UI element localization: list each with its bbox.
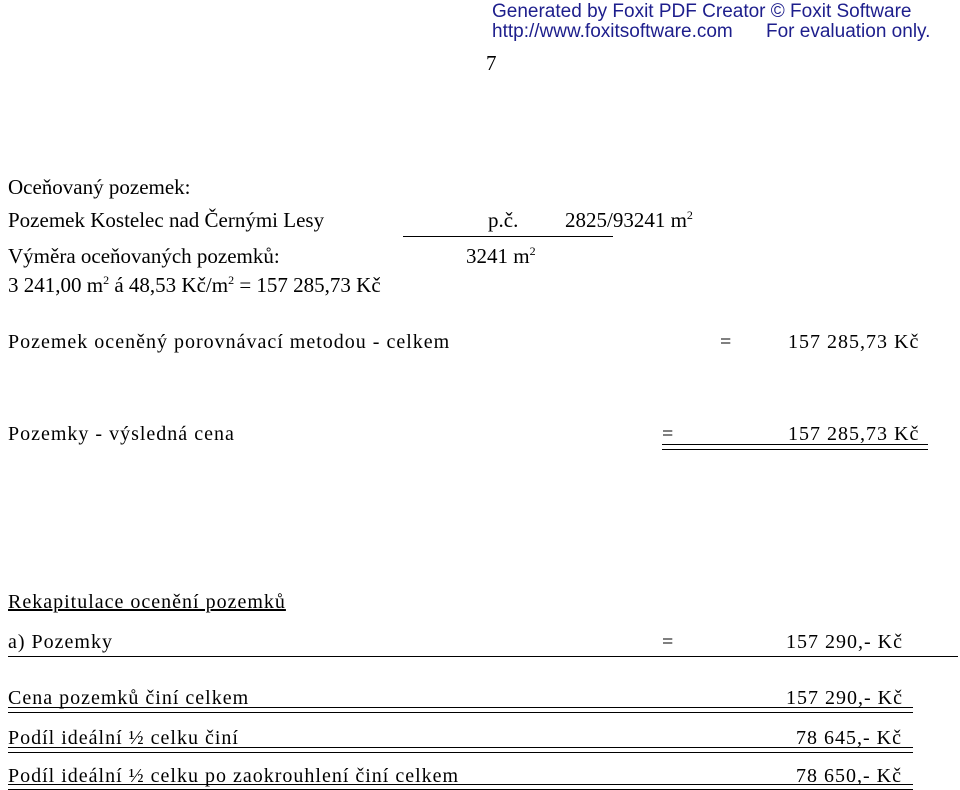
comparative-equals: = (720, 331, 733, 353)
recap-a-label: a) Pozemky (8, 631, 113, 653)
comparative-label: Pozemek oceněný porovnávací metodou - celkem (8, 331, 451, 353)
parcel-prefix: p.č. (488, 208, 519, 232)
rounded-value: 78 650,- Kč (796, 765, 902, 787)
parcel-number: 2825/93241 $m^2$ (565, 208, 693, 232)
rounded-label: Podíl ideální ½ celku po zaokrouhlení činí celkem (8, 765, 460, 787)
comparative-value: 157 285,73 Kč (788, 331, 920, 353)
area-calculation: 3 241,00 $m^2$ á 48,53 $Kč/m^2 = 157$ 285,73 Kč (8, 273, 381, 297)
land-heading: Oceňovaný pozemek: (8, 175, 191, 199)
watermark-evaluation: For evaluation only. (766, 21, 931, 42)
result-label: Pozemky - výsledná cena (8, 423, 235, 445)
result-value: 157 285,73 Kč (788, 423, 920, 445)
page-number: 7 (486, 51, 497, 75)
total-label: Cena pozemků činí celkem (8, 687, 250, 709)
parcel-underline (403, 236, 613, 237)
share-label: Podíl ideální ½ celku činí (8, 727, 239, 749)
share-value: 78 645,- Kč (796, 727, 902, 749)
land-name: Pozemek Kostelec nad Černými Lesy (8, 208, 325, 232)
share-double-rule (8, 747, 913, 753)
total-double-rule (8, 707, 913, 713)
result-equals: = (662, 423, 675, 445)
recap-heading: Rekapitulace ocenění pozemků (8, 591, 286, 613)
recap-a-rule (8, 656, 958, 657)
watermark-url[interactable]: http://www.foxitsoftware.com (492, 21, 733, 42)
total-value: 157 290,- Kč (786, 687, 903, 709)
watermark-generated: Generated by Foxit PDF Creator © Foxit Software (492, 1, 912, 22)
area-label: Výměra oceňovaných pozemků: (8, 244, 280, 268)
rounded-double-rule (8, 784, 913, 790)
recap-a-equals: = (662, 631, 675, 653)
result-double-underline (662, 444, 928, 450)
area-value: 3241 $m^2$ (466, 244, 536, 268)
recap-a-value: 157 290,- Kč (786, 631, 903, 653)
